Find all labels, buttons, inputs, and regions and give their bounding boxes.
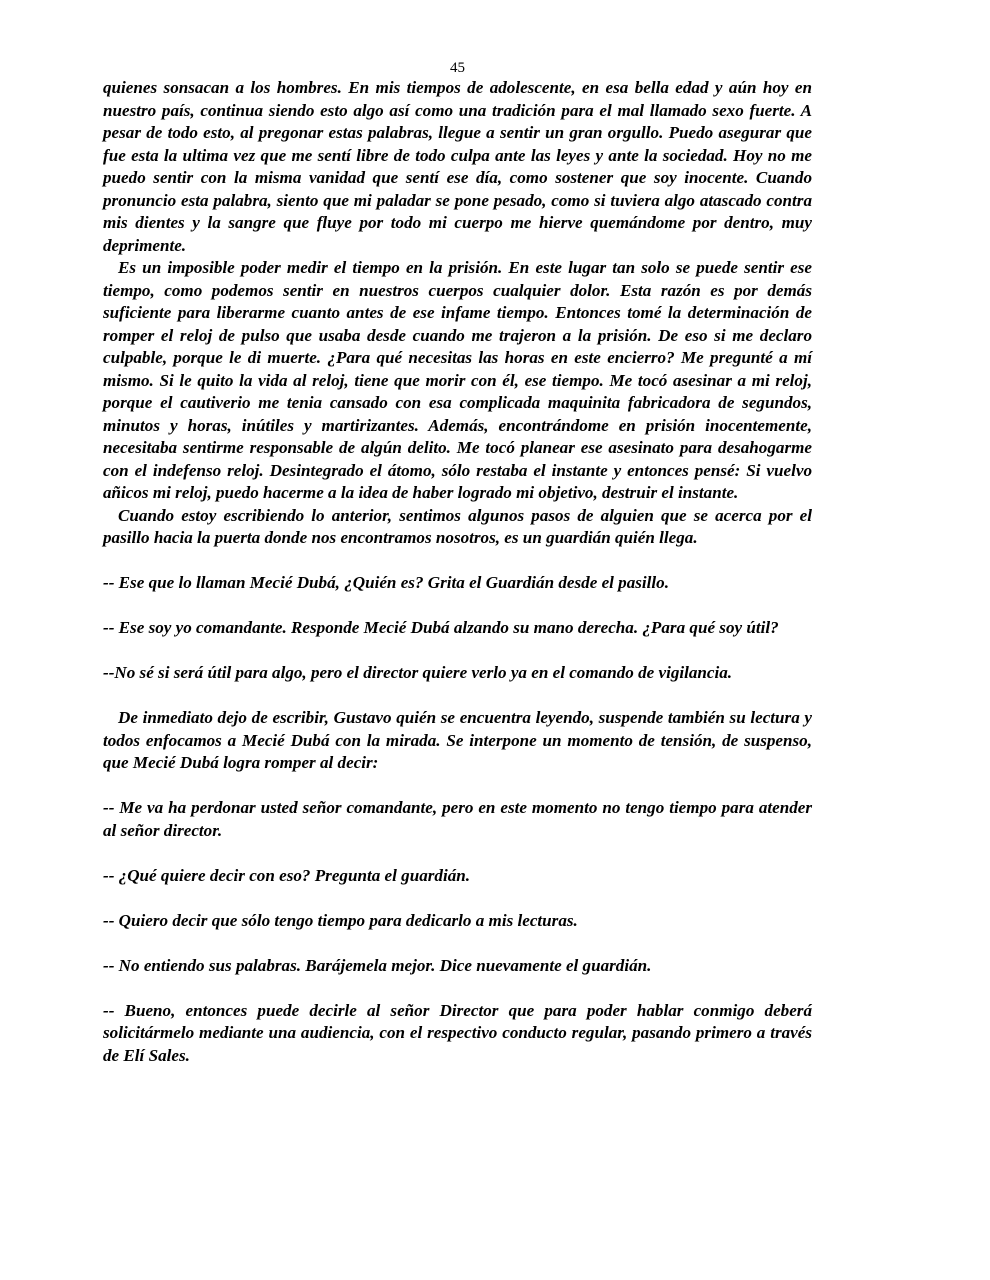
dialogue-line: -- Bueno, entonces puede decirle al señor Director que para poder hablar conmigo deberá solicitármelo mediante una audiencia, con el respectivo conducto regular, pasando primero a través de Elí Sales. xyxy=(103,1000,812,1065)
dialogue-line: -- Ese que lo llaman Mecié Dubá, ¿Quién es? Grita el Guardián desde el pasillo. xyxy=(103,573,669,592)
dialogue-line: -- Me va ha perdonar usted señor comandante, pero en este momento no tengo tiempo para atender al señor director. xyxy=(103,798,812,840)
dialogue-line: --No sé si será útil para algo, pero el director quiere verlo ya en el comando de vigilancia. xyxy=(103,663,733,682)
paragraph: quienes sonsacan a los hombres. En mis tiempos de adolescente, en esa bella edad y aún hoy en nuestro país, continua siendo esto algo así como una tradición para el mal llamado sexo fuerte. A pesar de todo esto, al pregonar estas palabras, llegue a sentir un gran orgullo. Puedo asegurar que fue esta la ultima vez que me sentí libre de todo culpa ante las leyes y ante la sociedad. Hoy no me puedo sentir con la misma vanidad que sentí ese día, como sostener que soy inocente. Cuando pronuncio esta palabra, siento que mi paladar se pone pesado, como si tuviera algo atascado contra mis dientes y la sangre que fluye por todo mi cuerpo me hierve quemándome por dentro, muy deprimente. xyxy=(103,78,812,255)
paragraph: De inmediato dejo de escribir, Gustavo quién se encuentra leyendo, suspende también su lectura y todos enfocamos a Mecié Dubá con la mirada. Se interpone un momento de tensión, de suspenso, que Mecié Dubá logra romper al decir: xyxy=(103,708,812,772)
document-body xyxy=(103,77,812,1067)
paragraph: Es un imposible poder medir el tiempo en la prisión. En este lugar tan solo se puede sentir ese tiempo, como podemos sentir en nuestros cuerpos cualquier dolor. Esta razón es por demás suficiente para liberarme cuanto antes de ese infame tiempo. Entonces tomé la determinación de romper el reloj de pulso que usaba desde cuando me trajeron a la prisión. De eso si me declaro culpable, porque le di muerte. ¿Para qué necesitas las horas en este encierro? Me pregunté a mí mismo. Si le quito la vida al reloj, tiene que morir con él, ese tiempo. Me tocó asesinar a mi reloj, porque el cautiverio me tenia cansado con esa complicada maquinita fabricadora de segundos, minutos y horas, inútiles y martirizantes. Además, encontrándome en prisión inocentemente, necesitaba sentirme responsable de algún delito. Me tocó planear ese asesinato para desahogarme con el indefenso reloj. Desintegrado el átomo, sólo restaba el instante y entonces pensé: Si vuelvo añicos mi reloj, puedo hacerme a la idea de haber logrado mi objetivo, destruir el instante. xyxy=(103,258,812,502)
dialogue-line: -- No entiendo sus palabras. Barájemela mejor. Dice nuevamente el guardián. xyxy=(103,955,652,975)
page-number: 45 xyxy=(450,60,465,76)
dialogue-line: -- Quiero decir que sólo tengo tiempo para dedicarlo a mis lecturas. xyxy=(103,910,578,930)
paragraph: Cuando estoy escribiendo lo anterior, sentimos algunos pasos de alguien que se acerca por el pasillo hacia la puerta donde nos encontramos nosotros, es un guardián quién llega. xyxy=(103,505,812,547)
dialogue-line: -- Ese soy yo comandante. Responde Mecié Dubá alzando su mano derecha. ¿Para qué soy útil? xyxy=(103,618,779,637)
dialogue-line: -- ¿Qué quiere decir con eso? Pregunta el guardián. xyxy=(103,865,471,885)
